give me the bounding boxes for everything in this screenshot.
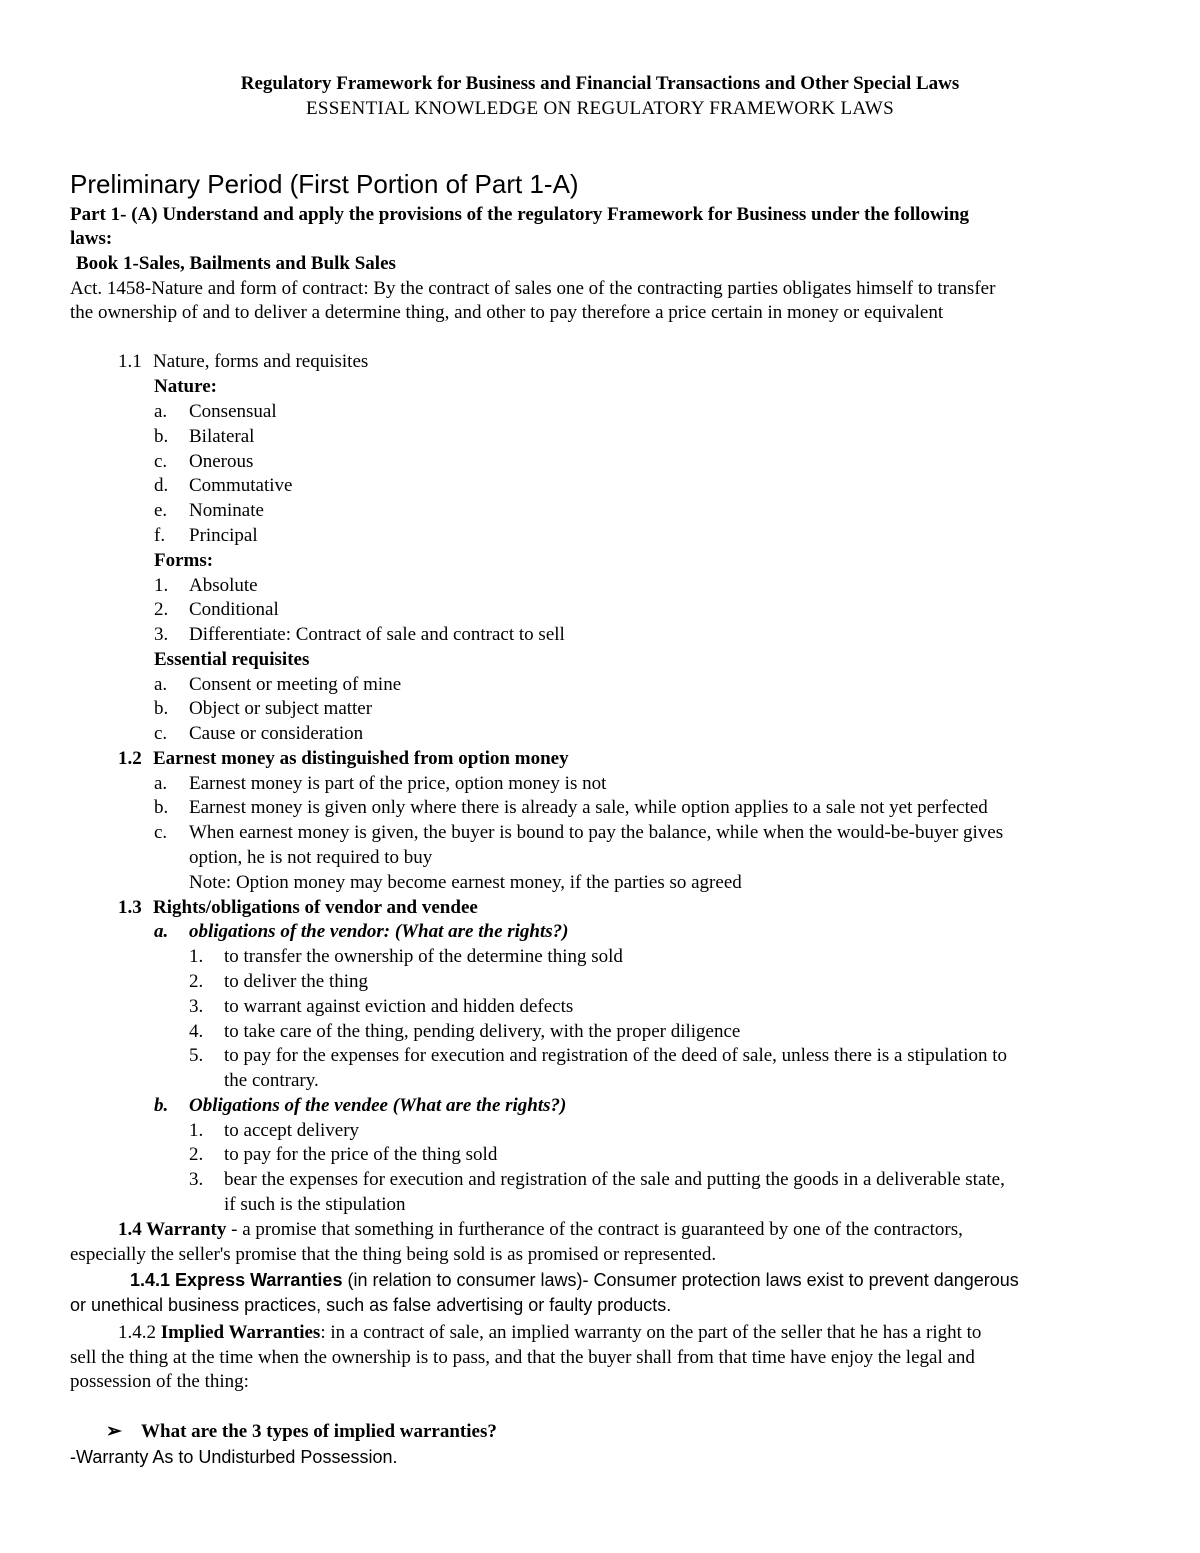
list-item: e. Nominate [154,500,264,521]
express-warranties-line2: or unethical business practices, such as false advertising or faulty products. [70,1295,672,1315]
list-item: 1. to transfer the ownership of the determine thing sold [189,946,623,967]
part-heading-line2: laws: [70,228,113,249]
section-1-1-heading [118,350,368,374]
arrow-bullet-icon: ➢ [106,1421,122,1442]
list-item: 3. bear the expenses for execution and registration of the sale and putting the goods in a deliverable state, [189,1169,1005,1190]
list-item: f. Principal [154,525,258,546]
list-item: 1. Absolute [154,575,258,596]
list-item: 5. to pay for the expenses for execution and registration of the deed of sale, unless there is a stipulation to [189,1045,1007,1066]
list-item: 3. Differentiate: Contract of sale and contract to sell [154,624,565,645]
list-item-continuation: the contrary. [224,1070,319,1091]
warranty-paragraph-line2: especially the seller's promise that the thing being sold is as promised or represented. [70,1244,717,1265]
section-number: 1.1 [118,351,142,372]
period-heading: Preliminary Period (First Portion of Part 1-A) [70,169,579,199]
implied-warranties-line1: 1.4.2 Implied Warranties: in a contract of sale, an implied warranty on the part of the seller that he has a right to [118,1322,982,1343]
warranty-paragraph-line1: 1.4 Warranty - a promise that something in furtherance of the contract is guaranteed by one of the contractors, [118,1219,963,1240]
list-item-continuation: option, he is not required to buy [189,847,433,868]
list-item: d. Commutative [154,475,293,496]
nature-label: Nature: [154,376,217,397]
question-line: ➢ What are the 3 types of implied warranties? [106,1421,497,1442]
vendor-obligations-heading: a. obligations of the vendor: (What are the rights?) [154,921,569,942]
list-item: b. Object or subject matter [154,698,373,719]
list-item: b. Earnest money is given only where there is already a sale, while option applies to a sale not yet perfected [154,797,988,818]
implied-warranties-line2: sell the thing at the time when the ownership is to pass, and that the buyer shall from that time have enjoy the legal and [70,1347,975,1368]
section-1-3-heading: 1.3 Rights/obligations of vendor and vendee [118,897,478,918]
list-item: a. Consensual [154,401,277,422]
part-heading-line1: Part 1- (A) Understand and apply the provisions of the regulatory Framework for Business under the following [70,204,970,225]
list-item: 3. to warrant against eviction and hidden defects [189,996,574,1017]
note-text: Note: Option money may become earnest money, if the parties so agreed [189,872,742,893]
list-item: c. Cause or consideration [154,723,364,744]
list-item: a. Earnest money is part of the price, option money is not [154,773,607,794]
section-1-2-heading: 1.2 Earnest money as distinguished from option money [118,748,569,769]
list-item: b. Bilateral [154,426,255,447]
section-title: Nature, forms and requisites [153,351,369,372]
requisites-label: Essential requisites [154,649,310,670]
list-item: c. When earnest money is given, the buyer is bound to pay the balance, while when the would-be-buyer gives [154,822,1004,843]
list-item: 2. to pay for the price of the thing sold [189,1144,498,1165]
list-item: 4. to take care of the thing, pending delivery, with the proper diligence [189,1021,741,1042]
list-item: 2. Conditional [154,599,279,620]
forms-label: Forms: [154,550,214,571]
implied-warranties-line3: possession of the thing: [70,1371,249,1392]
document-subtitle: ESSENTIAL KNOWLEDGE ON REGULATORY FRAMEWORK LAWS [306,98,894,119]
list-item-continuation: if such is the stipulation [224,1194,406,1215]
answer-line: -Warranty As to Undisturbed Possession. [70,1447,398,1467]
list-item: 1. to accept delivery [189,1120,360,1141]
document-title: Regulatory Framework for Business and Financial Transactions and Other Special Laws [240,73,960,94]
list-item: a. Consent or meeting of mine [154,674,402,695]
act-paragraph-line1: Act. 1458-Nature and form of contract: By the contract of sales one of the contracting parties obligates himself to transfer [70,278,996,299]
express-warranties-line1: 1.4.1 Express Warranties (in relation to consumer laws)- Consumer protection laws exist to prevent dangerous [130,1270,1019,1290]
list-item: 2. to deliver the thing [189,971,369,992]
act-paragraph-line2: the ownership of and to deliver a determine thing, and other to pay therefore a price certain in money or equivalent [70,302,944,323]
book-heading: Book 1-Sales, Bailments and Bulk Sales [76,253,396,274]
list-item: c. Onerous [154,451,254,472]
vendee-obligations-heading: b. Obligations of the vendee (What are the rights?) [154,1095,567,1116]
